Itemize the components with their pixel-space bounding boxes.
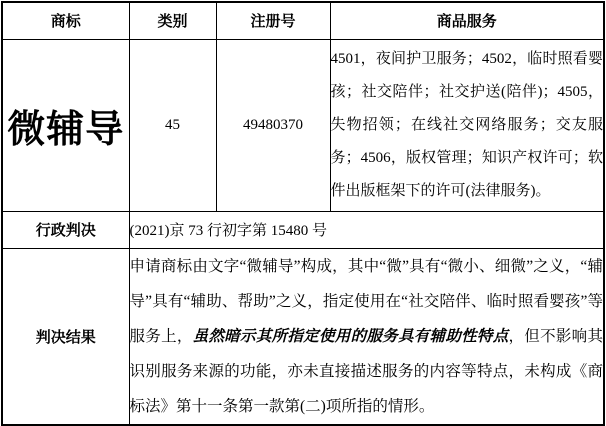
- trademark-decision-table: [1, 1, 605, 426]
- verdict-label: 判决结果: [2, 248, 129, 425]
- header-class: 类别: [129, 2, 216, 39]
- header-registration-number: 注册号: [216, 2, 330, 39]
- trademark-data-row: [2, 39, 604, 211]
- verdict-text: [129, 248, 604, 425]
- goods-services-text: 4501，夜间护卫服务；4502，临时照看婴孩；社交陪伴；社交护送(陪伴)；4505，失物招领；在线社交网络服务；交友服务；4506，版权管理；知识产权许可；软件出版框架下的许可(法律服务)。: [330, 39, 604, 211]
- registration-number: 49480370: [216, 39, 330, 211]
- administrative-judgment-label: 行政判决: [2, 211, 129, 248]
- verdict-row: [2, 248, 604, 425]
- administrative-judgment-row: [2, 211, 604, 248]
- class-number: 45: [129, 39, 216, 211]
- table-header-row: [2, 2, 604, 39]
- verdict-text-before: 申请商标由文字“微辅导”构成，其中“微”具有“微小、细微”之义，“辅导”具有“辅助、帮助”之义，指定使用在“社交陪伴、临时照看婴孩”等服务上，: [129, 257, 603, 345]
- header-goods-services: 商品服务: [330, 2, 604, 39]
- verdict-text-emphasis: 虽然暗示其所指定使用的服务具有辅助性特点: [192, 327, 509, 345]
- trademark-name: 微辅导: [2, 39, 129, 211]
- header-trademark: 商标: [2, 2, 129, 39]
- administrative-judgment-number: (2021)京 73 行初字第 15480 号: [129, 211, 604, 248]
- verdict-text-after: ，但不影响其识别服务来源的功能，亦未直接描述服务的内容等特点，未构成《商标法》第十一条第一款第(二)项所指的情形。: [129, 327, 603, 415]
- trademark-decision-document: [0, 1, 606, 425]
